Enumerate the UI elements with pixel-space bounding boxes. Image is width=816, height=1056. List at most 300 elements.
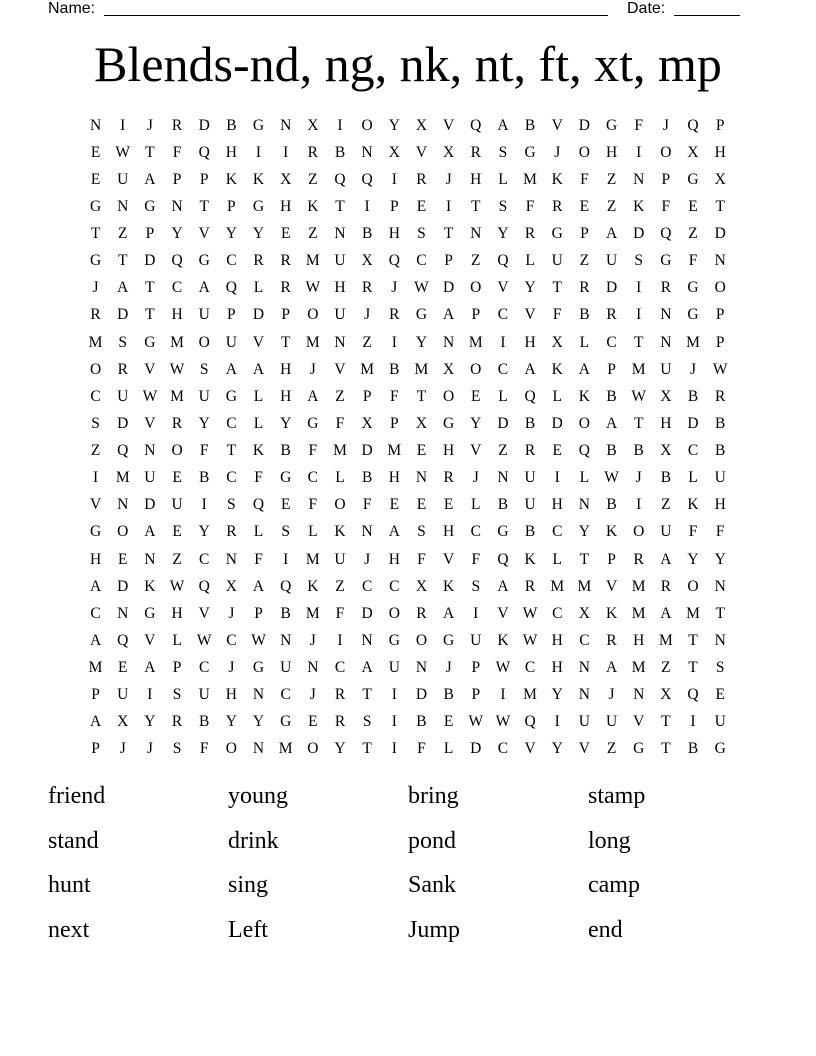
grid-cell[interactable]: H (171, 306, 183, 324)
grid-cell[interactable]: A (443, 604, 455, 622)
grid-cell[interactable]: U (117, 686, 129, 704)
grid-cell[interactable]: V (497, 279, 509, 297)
grid-cell[interactable]: M (305, 252, 320, 270)
grid-cell[interactable]: J (364, 550, 371, 568)
grid-cell[interactable]: Y (415, 333, 428, 351)
grid-cell[interactable]: D (144, 496, 156, 514)
grid-cell[interactable]: N (470, 225, 482, 243)
grid-cell[interactable]: I (500, 686, 506, 704)
grid-cell[interactable]: O (225, 740, 237, 758)
grid-cell[interactable]: M (658, 631, 673, 649)
grid-cell[interactable]: U (225, 333, 237, 351)
grid-cell[interactable]: M (387, 442, 402, 460)
grid-cell[interactable]: C (199, 550, 210, 568)
grid-cell[interactable]: S (172, 740, 182, 758)
grid-cell[interactable]: V (252, 333, 265, 351)
grid-cell[interactable]: R (416, 170, 427, 188)
grid-cell[interactable]: G (280, 469, 292, 487)
grid-cell[interactable]: F (199, 442, 209, 460)
grid-cell[interactable]: U (334, 550, 346, 568)
grid-cell[interactable]: B (497, 496, 509, 514)
grid-cell[interactable]: U (470, 631, 482, 649)
grid-cell[interactable]: T (443, 225, 454, 243)
grid-cell[interactable]: T (145, 143, 155, 161)
grid-cell[interactable]: Y (714, 550, 726, 568)
grid-cell[interactable]: V (443, 116, 455, 134)
grid-cell[interactable]: B (660, 469, 672, 487)
grid-cell[interactable]: K (225, 170, 237, 188)
grid-cell[interactable]: Q (171, 252, 183, 270)
grid-cell[interactable]: I (554, 469, 560, 487)
grid-cell[interactable]: V (334, 360, 346, 378)
grid-cell[interactable]: B (715, 442, 726, 460)
grid-cell[interactable]: U (198, 306, 210, 324)
grid-cell[interactable]: U (524, 469, 536, 487)
grid-cell[interactable]: A (605, 659, 618, 677)
grid-cell[interactable]: O (117, 523, 129, 541)
grid-cell[interactable]: M (686, 333, 700, 351)
grid-cell[interactable]: P (227, 197, 236, 215)
grid-cell[interactable]: C (226, 631, 237, 649)
grid-cell[interactable]: W (468, 713, 484, 731)
grid-cell[interactable]: Z (90, 442, 101, 460)
grid-cell[interactable]: N (117, 197, 129, 215)
grid-cell[interactable]: S (498, 143, 508, 161)
grid-cell[interactable]: N (578, 686, 590, 704)
grid-cell[interactable]: I (120, 116, 126, 134)
grid-cell[interactable]: C (334, 659, 346, 677)
grid-cell[interactable]: L (335, 469, 345, 487)
grid-cell[interactable]: B (443, 686, 454, 704)
grid-cell[interactable]: M (88, 659, 103, 677)
grid-cell[interactable]: O (470, 279, 482, 297)
grid-cell[interactable]: L (172, 631, 182, 649)
grid-cell[interactable]: R (443, 469, 454, 487)
grid-cell[interactable]: X (578, 604, 590, 622)
grid-cell[interactable]: E (471, 387, 481, 405)
grid-cell[interactable]: I (92, 469, 99, 487)
grid-cell[interactable]: P (715, 333, 725, 351)
grid-cell[interactable]: F (335, 604, 345, 622)
grid-cell[interactable]: M (305, 604, 320, 622)
grid-cell[interactable]: B (524, 116, 536, 134)
grid-cell[interactable]: J (146, 116, 153, 134)
grid-cell[interactable]: C (416, 252, 427, 270)
grid-cell[interactable]: D (117, 577, 129, 595)
grid-cell[interactable]: C (470, 523, 481, 541)
grid-cell[interactable]: N (89, 116, 102, 134)
grid-cell[interactable]: N (144, 550, 156, 568)
grid-cell[interactable]: L (498, 170, 508, 188)
grid-cell[interactable]: Y (144, 713, 156, 731)
grid-cell[interactable]: R (226, 523, 237, 541)
grid-cell[interactable]: G (198, 252, 210, 270)
grid-cell[interactable]: W (142, 387, 158, 405)
grid-cell[interactable]: T (199, 197, 209, 215)
grid-cell[interactable]: A (252, 577, 265, 595)
grid-cell[interactable]: K (524, 550, 536, 568)
grid-cell[interactable]: C (280, 686, 291, 704)
grid-cell[interactable]: O (714, 279, 726, 297)
grid-cell[interactable]: H (551, 496, 563, 514)
grid-cell[interactable]: F (335, 414, 345, 432)
grid-cell[interactable]: U (117, 170, 129, 188)
grid-cell[interactable]: H (280, 197, 292, 215)
grid-cell[interactable]: R (524, 577, 536, 595)
grid-cell[interactable]: T (226, 442, 237, 460)
grid-cell[interactable]: Z (362, 333, 372, 351)
grid-cell[interactable]: D (578, 116, 590, 134)
grid-cell[interactable]: F (661, 197, 671, 215)
grid-cell[interactable]: G (89, 523, 102, 541)
grid-cell[interactable]: D (687, 414, 699, 432)
grid-cell[interactable]: M (631, 659, 646, 677)
grid-cell[interactable]: H (551, 631, 563, 649)
grid-cell[interactable]: C (199, 659, 210, 677)
grid-cell[interactable]: I (364, 197, 370, 215)
grid-cell[interactable]: Z (118, 225, 128, 243)
grid-cell[interactable]: S (498, 197, 508, 215)
grid-cell[interactable]: C (552, 523, 563, 541)
grid-cell[interactable]: T (362, 686, 372, 704)
grid-cell[interactable]: E (416, 197, 427, 215)
grid-cell[interactable]: G (687, 170, 699, 188)
grid-cell[interactable]: M (631, 577, 646, 595)
grid-cell[interactable]: P (661, 170, 671, 188)
grid-cell[interactable]: S (172, 686, 182, 704)
grid-cell[interactable]: F (634, 116, 644, 134)
grid-cell[interactable]: U (524, 496, 536, 514)
grid-cell[interactable]: F (580, 170, 589, 188)
grid-cell[interactable]: S (362, 713, 372, 731)
grid-cell[interactable]: P (254, 604, 263, 622)
grid-cell[interactable]: S (281, 523, 290, 541)
grid-cell[interactable]: F (254, 469, 263, 487)
grid-cell[interactable]: N (497, 469, 509, 487)
grid-cell[interactable]: G (280, 713, 292, 731)
grid-cell[interactable]: Z (471, 252, 481, 270)
grid-cell[interactable]: G (89, 197, 102, 215)
grid-cell[interactable]: G (633, 740, 645, 758)
grid-cell[interactable]: E (688, 197, 698, 215)
grid-cell[interactable]: G (687, 306, 699, 324)
grid-cell[interactable]: O (361, 116, 373, 134)
grid-cell[interactable]: R (280, 252, 291, 270)
grid-cell[interactable]: A (198, 279, 210, 297)
grid-cell[interactable]: R (307, 143, 318, 161)
grid-cell[interactable]: Y (225, 713, 237, 731)
grid-cell[interactable]: H (171, 604, 183, 622)
grid-cell[interactable]: W (495, 659, 511, 677)
grid-cell[interactable]: U (660, 523, 672, 541)
grid-cell[interactable]: T (688, 659, 698, 677)
grid-cell[interactable]: K (307, 577, 319, 595)
grid-cell[interactable]: X (660, 387, 672, 405)
grid-cell[interactable]: Y (171, 225, 183, 243)
grid-cell[interactable]: P (607, 360, 616, 378)
grid-cell[interactable]: I (255, 143, 262, 161)
grid-cell[interactable]: U (388, 659, 400, 677)
grid-cell[interactable]: C (361, 577, 373, 595)
grid-cell[interactable]: X (415, 414, 428, 432)
name-line[interactable] (104, 15, 608, 16)
grid-cell[interactable]: J (228, 659, 235, 677)
grid-cell[interactable]: A (361, 659, 373, 677)
grid-cell[interactable]: D (497, 414, 509, 432)
grid-cell[interactable]: V (578, 740, 590, 758)
grid-cell[interactable]: Q (334, 170, 346, 188)
grid-cell[interactable]: Q (117, 442, 129, 460)
grid-cell[interactable]: N (443, 333, 455, 351)
grid-cell[interactable]: Q (225, 279, 237, 297)
grid-cell[interactable]: Y (551, 740, 563, 758)
grid-cell[interactable]: G (687, 279, 699, 297)
grid-cell[interactable]: P (471, 659, 481, 677)
grid-cell[interactable]: V (470, 442, 482, 460)
grid-cell[interactable]: O (633, 523, 645, 541)
grid-cell[interactable]: Z (606, 170, 617, 188)
grid-cell[interactable]: A (89, 631, 102, 649)
grid-cell[interactable]: B (199, 713, 210, 731)
grid-cell[interactable]: R (253, 252, 264, 270)
grid-cell[interactable]: P (607, 550, 616, 568)
grid-cell[interactable]: F (199, 740, 209, 758)
grid-cell[interactable]: Y (334, 740, 346, 758)
grid-cell[interactable]: E (715, 686, 725, 704)
grid-cell[interactable]: W (495, 713, 511, 731)
grid-cell[interactable]: O (660, 143, 672, 161)
grid-cell[interactable]: E (416, 496, 427, 514)
grid-cell[interactable]: P (199, 170, 209, 188)
grid-cell[interactable]: I (500, 333, 506, 351)
grid-cell[interactable]: R (579, 279, 590, 297)
grid-cell[interactable]: T (118, 252, 128, 270)
grid-cell[interactable]: H (89, 550, 102, 568)
grid-cell[interactable]: K (605, 523, 618, 541)
grid-cell[interactable]: W (522, 604, 538, 622)
grid-cell[interactable]: M (115, 469, 130, 487)
grid-cell[interactable]: T (633, 333, 644, 351)
grid-cell[interactable]: G (144, 604, 156, 622)
grid-cell[interactable]: G (714, 740, 726, 758)
grid-cell[interactable]: N (117, 604, 129, 622)
grid-cell[interactable]: K (551, 360, 563, 378)
grid-cell[interactable]: P (389, 414, 399, 432)
grid-cell[interactable]: M (577, 577, 592, 595)
grid-cell[interactable]: Y (551, 686, 563, 704)
grid-cell[interactable]: Y (687, 550, 699, 568)
grid-cell[interactable]: L (253, 523, 264, 541)
grid-cell[interactable]: M (170, 387, 184, 405)
grid-cell[interactable]: B (280, 442, 291, 460)
grid-cell[interactable]: G (605, 116, 618, 134)
grid-cell[interactable]: F (471, 550, 481, 568)
grid-cell[interactable]: C (579, 631, 590, 649)
grid-cell[interactable]: V (415, 143, 428, 161)
grid-cell[interactable]: S (417, 523, 426, 541)
grid-cell[interactable]: H (605, 143, 618, 161)
grid-cell[interactable]: W (305, 279, 321, 297)
grid-cell[interactable]: W (604, 469, 619, 487)
grid-cell[interactable]: H (633, 631, 645, 649)
grid-cell[interactable]: S (417, 225, 426, 243)
grid-cell[interactable]: U (578, 713, 590, 731)
grid-cell[interactable]: U (605, 252, 618, 270)
grid-cell[interactable]: H (443, 523, 455, 541)
grid-cell[interactable]: R (171, 414, 183, 432)
grid-cell[interactable]: H (388, 225, 400, 243)
grid-cell[interactable]: B (606, 387, 617, 405)
grid-cell[interactable]: M (523, 686, 537, 704)
grid-cell[interactable]: O (198, 333, 210, 351)
grid-cell[interactable]: T (552, 279, 562, 297)
grid-cell[interactable]: H (443, 442, 455, 460)
grid-cell[interactable]: C (497, 740, 509, 758)
grid-cell[interactable]: Z (606, 740, 617, 758)
grid-cell[interactable]: M (278, 740, 293, 758)
grid-cell[interactable]: A (443, 306, 455, 324)
grid-cell[interactable]: E (389, 496, 400, 514)
grid-cell[interactable]: Y (497, 225, 509, 243)
grid-cell[interactable]: E (90, 170, 101, 188)
grid-cell[interactable]: X (117, 713, 129, 731)
grid-cell[interactable]: L (579, 469, 590, 487)
grid-cell[interactable]: X (687, 143, 699, 161)
grid-cell[interactable]: K (497, 631, 509, 649)
grid-cell[interactable]: I (337, 631, 343, 649)
grid-cell[interactable]: I (636, 306, 642, 324)
grid-cell[interactable]: F (715, 523, 725, 541)
grid-cell[interactable]: B (226, 116, 237, 134)
grid-cell[interactable]: I (391, 713, 397, 731)
grid-cell[interactable]: Y (524, 279, 536, 297)
grid-cell[interactable]: G (252, 197, 265, 215)
grid-cell[interactable]: J (554, 143, 561, 161)
grid-cell[interactable]: R (524, 225, 536, 243)
grid-cell[interactable]: H (660, 414, 672, 432)
grid-cell[interactable]: R (660, 577, 672, 595)
grid-cell[interactable]: P (715, 116, 725, 134)
grid-cell[interactable]: P (471, 306, 481, 324)
grid-cell[interactable]: N (714, 252, 726, 270)
grid-cell[interactable]: A (117, 279, 129, 297)
grid-cell[interactable]: Q (687, 686, 699, 704)
grid-cell[interactable]: B (579, 306, 590, 324)
grid-cell[interactable]: D (117, 306, 129, 324)
grid-cell[interactable]: O (307, 740, 319, 758)
grid-cell[interactable]: U (605, 713, 618, 731)
grid-cell[interactable]: F (688, 252, 698, 270)
grid-cell[interactable]: X (660, 686, 672, 704)
grid-cell[interactable]: C (687, 442, 699, 460)
grid-cell[interactable]: A (144, 523, 156, 541)
grid-cell[interactable]: Q (117, 631, 129, 649)
grid-cell[interactable]: A (225, 360, 237, 378)
grid-cell[interactable]: A (578, 360, 590, 378)
grid-cell[interactable]: K (578, 387, 590, 405)
grid-cell[interactable]: K (633, 197, 645, 215)
grid-cell[interactable]: U (198, 686, 210, 704)
grid-cell[interactable]: A (388, 523, 400, 541)
grid-cell[interactable]: R (90, 306, 101, 324)
grid-cell[interactable]: N (714, 631, 726, 649)
grid-cell[interactable]: F (417, 740, 426, 758)
grid-cell[interactable]: A (252, 360, 265, 378)
grid-cell[interactable]: L (253, 279, 264, 297)
grid-cell[interactable]: E (443, 496, 454, 514)
grid-cell[interactable]: T (579, 550, 590, 568)
grid-cell[interactable]: E (90, 143, 101, 161)
grid-cell[interactable]: N (171, 197, 183, 215)
grid-cell[interactable]: Q (660, 225, 672, 243)
grid-cell[interactable]: R (606, 631, 617, 649)
grid-cell[interactable]: N (307, 659, 319, 677)
grid-cell[interactable]: B (715, 414, 726, 432)
grid-cell[interactable]: J (309, 686, 316, 704)
grid-cell[interactable]: D (714, 225, 726, 243)
grid-cell[interactable]: W (414, 279, 429, 297)
grid-cell[interactable]: D (361, 442, 373, 460)
grid-cell[interactable]: I (636, 279, 642, 297)
grid-cell[interactable]: B (361, 469, 373, 487)
grid-cell[interactable]: J (635, 469, 642, 487)
grid-cell[interactable]: P (91, 740, 100, 758)
grid-cell[interactable]: Q (497, 550, 509, 568)
grid-cell[interactable]: G (388, 631, 400, 649)
grid-cell[interactable]: E (172, 523, 182, 541)
grid-cell[interactable]: T (280, 333, 291, 351)
grid-cell[interactable]: A (660, 604, 672, 622)
grid-cell[interactable]: M (88, 333, 103, 351)
grid-cell[interactable]: Z (335, 387, 345, 405)
grid-cell[interactable]: E (308, 713, 318, 731)
grid-cell[interactable]: X (551, 333, 563, 351)
grid-cell[interactable]: P (91, 686, 100, 704)
grid-cell[interactable]: J (391, 279, 398, 297)
grid-cell[interactable]: I (337, 116, 343, 134)
grid-cell[interactable]: R (606, 306, 617, 324)
grid-cell[interactable]: G (551, 225, 563, 243)
grid-cell[interactable]: H (280, 387, 292, 405)
grid-cell[interactable]: U (334, 252, 346, 270)
grid-cell[interactable]: J (228, 604, 235, 622)
grid-cell[interactable]: B (334, 143, 346, 161)
grid-cell[interactable]: F (172, 143, 182, 161)
grid-cell[interactable]: W (169, 577, 185, 595)
grid-cell[interactable]: G (524, 143, 536, 161)
grid-cell[interactable]: Y (578, 523, 590, 541)
grid-cell[interactable]: Y (198, 523, 210, 541)
grid-cell[interactable]: D (252, 306, 265, 324)
grid-cell[interactable]: P (471, 686, 481, 704)
grid-cell[interactable]: N (633, 170, 645, 188)
grid-cell[interactable]: P (172, 170, 182, 188)
grid-cell[interactable]: B (687, 740, 699, 758)
grid-cell[interactable]: O (89, 360, 102, 378)
grid-cell[interactable]: K (307, 197, 319, 215)
grid-cell[interactable]: M (360, 360, 375, 378)
grid-cell[interactable]: B (687, 387, 699, 405)
grid-cell[interactable]: B (524, 523, 536, 541)
grid-cell[interactable]: S (634, 252, 644, 270)
grid-cell[interactable]: X (415, 577, 428, 595)
date-line[interactable] (674, 15, 740, 16)
grid-cell[interactable]: B (361, 225, 373, 243)
grid-cell[interactable]: A (307, 387, 319, 405)
grid-cell[interactable]: Y (225, 225, 237, 243)
grid-cell[interactable]: R (633, 550, 644, 568)
grid-cell[interactable]: Z (579, 252, 590, 270)
